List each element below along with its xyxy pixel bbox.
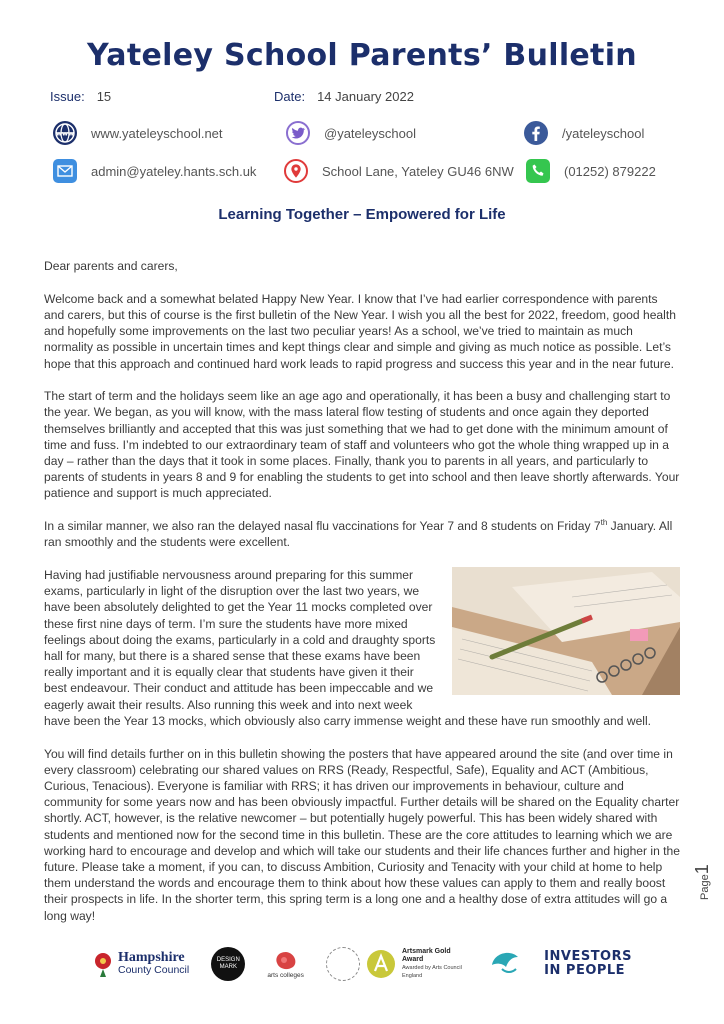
school-tagline: Learning Together – Empowered for Life [218, 206, 506, 223]
study-books-photo [452, 567, 680, 695]
letter-paragraph-3: In a similar manner, we also ran the delayed nasal flu vaccinations for Year 7 and 8 students on Friday 7th January. All ran smoothly and the students were excellent. [44, 518, 673, 550]
letter-body [44, 258, 680, 940]
bulletin-title: Yateley School Parents’ Bulletin [87, 38, 637, 73]
email-contact[interactable] [53, 159, 256, 183]
facebook-contact[interactable] [524, 121, 644, 145]
letter-paragraph-5: You will find details further on in this bulletin showing the posters that have appeared around the site (and over time in every classroom) celebrating our shared values on RRS (Ready, Respectful, Safe), Equality and ACT (Ambitious, Curious, Tenacious). Everyone is familiar with RRS; it has driven our improvements in behaviour, culture and community for some years now and has been obviously impactful. Further details will be shared on the Equality charter shortly. ACT, however, is the relative newcomer – but potentially hugely powerful. This has been widely shared with students and mentioned now for the second time in this bulletin. These are the core attitudes to learning which we are working hard to encourage and develop and which will take our students and their life chances further and higher in the future. Please take a moment, if you can, to discuss Ambition, Curiosity and Tenacity with your child at home to help them understand the words and encourage them to think about how these values can apply to them and really boost their prospects in life. In the shorter term, this spring term is a long one and a healthy dose of extra attitudes will go a long way! [44, 746, 680, 923]
letter-greeting: Dear parents and carers, [44, 259, 178, 273]
issue-value: 15 [96, 89, 112, 104]
teal-trust-logo [488, 947, 522, 981]
phone-icon [526, 159, 550, 183]
issue-label: Issue: [50, 89, 85, 104]
twitter-contact[interactable] [286, 121, 416, 145]
letter-paragraph-2: The start of term and the holidays seem like an age ago and operationally, it has been a busy and challenging start to the year. We began, as you will know, with the mass lateral flow testing of students and once again they deported themselves brilliantly and accepted that this was just something that we had to get done with the minimum amount of time and fuss. I’m indebted to our extraordinary team of staff and volunteers who got the whole thing wrapped up in a day – rather than the days that it took in some places. Finally, thank you to parents in all years, and particularly to parents of students in years 8 and 9 for enabling the students to get into school and then leave shortly afterwards. Your patience and support is much appreciated. [44, 389, 680, 501]
artsmark-icon [366, 949, 396, 979]
teal-bird-icon [488, 947, 522, 981]
hampshire-logo: Hampshire County Council [92, 951, 189, 977]
facebook-text: /yateleyschool [562, 125, 645, 141]
address-contact [284, 159, 514, 183]
email-icon [53, 159, 77, 183]
accreditation-logos [92, 944, 632, 984]
facebook-icon [524, 121, 548, 145]
location-pin-icon [284, 159, 308, 183]
twitter-text: @yateleyschool [324, 125, 416, 141]
address-text: School Lane, Yateley GU46 6NW [322, 163, 514, 179]
letter-paragraph-4: Having had justifiable nervousness around preparing for this summer exams, particularly in light of the disruption over the last two years, we have been absolutely delighted to get the Year 11 mocks completed over these first nine days of term. I’m sure the students have more mixed feelings about doing the exams, particularly in a cold and draughty sports hall for many, but there is a shared sense that these exams have been really important and it is equally clear that students have given it their best endeavour. Their conduct and attitude has been impeccable and we eagerly await their results. Also running this week and into next week have been the Year 13 mocks, which obviously also carry immense weight and these have run smoothly and well. [44, 568, 652, 728]
twitter-icon [286, 121, 310, 145]
website-text: www.yateleyschool.net [91, 125, 223, 141]
arts-colleges-logo: arts colleges [267, 950, 304, 979]
globe-icon [53, 121, 77, 145]
date-value: 14 January 2022 [317, 89, 414, 104]
letter-paragraph-1: Welcome back and a somewhat belated Happy New Year. I know that I’ve had earlier correspondence with parents and carers, but this of course is the first bulletin of the New Year. I wish you all the best for 2022, freedom, good health and hopefully some improvements on the last two peculiar years! As a school, we’ve tried to maintain as much normality as possible in uncertain times and kept things clear and simple and giving as much notice as possible. Let’s hope that this approach and continued hard work leads to rapid progress and success this year and in the near future. [44, 291, 676, 371]
page-number: Page1 [692, 864, 712, 900]
design-mark-logo: DESIGN MARK [211, 947, 245, 981]
issue-line [50, 89, 111, 104]
website-contact[interactable] [53, 121, 223, 145]
email-text: admin@yateley.hants.sch.uk [91, 163, 257, 179]
svg-text:www: www [55, 129, 75, 138]
date-label: Date: [274, 89, 306, 104]
hampshire-rose-icon [92, 951, 114, 977]
date-line [274, 89, 414, 104]
artsmark-logo: Artsmark Gold Award Awarded by Arts Council England [326, 947, 466, 981]
arts-colleges-icon [273, 950, 299, 972]
investors-in-people-logo: INVESTORS IN PEOPLE [544, 949, 632, 978]
phone-text: (01252) 879222 [564, 163, 656, 179]
phone-contact[interactable] [526, 159, 656, 183]
